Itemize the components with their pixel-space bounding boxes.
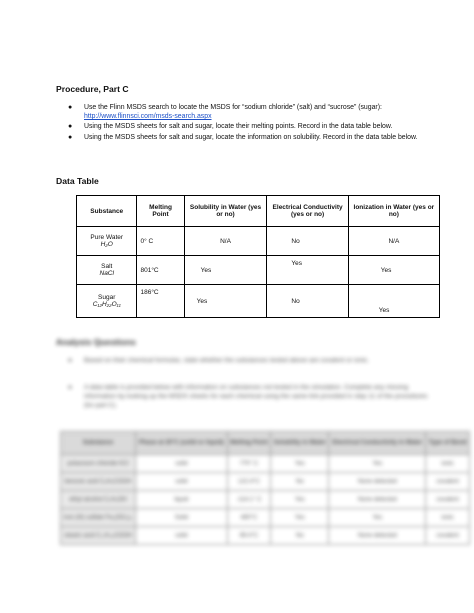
- procedure-bullet-text: Using the MSDS sheets for salt and sugar, locate their melting points. Record in the data table below.: [84, 123, 393, 131]
- table-row: [61, 455, 470, 473]
- table-cell: No: [271, 527, 329, 545]
- table-cell: No: [271, 473, 329, 491]
- analysis-bullet-text: Based on their chemical formulas, state whether the substances tested above are covalent or ionic.: [84, 357, 370, 364]
- table-cell: Yes: [271, 455, 329, 473]
- procedure-bullet: [62, 103, 432, 121]
- bullet-icon: ●: [68, 133, 73, 141]
- analysis-heading: Analysis Questions: [56, 337, 136, 347]
- table-cell: None detected: [329, 473, 426, 491]
- table-cell: covalent: [426, 473, 470, 491]
- melting-point-cell[interactable]: 0° C: [137, 227, 184, 256]
- table-cell: solid: [136, 473, 228, 491]
- table-cell: None detected: [329, 527, 426, 545]
- substance-name: Salt: [101, 263, 113, 270]
- analysis-bullet: [62, 356, 432, 365]
- table-row: [61, 527, 470, 545]
- bullet-icon: ●: [68, 104, 73, 111]
- procedure-bullet: [62, 133, 432, 142]
- solubility-cell[interactable]: Yes: [184, 285, 267, 318]
- header-cell: Type of Bond: [426, 432, 470, 455]
- melting-point-cell[interactable]: 801°C: [137, 256, 184, 285]
- table-cell: None detected: [329, 491, 426, 509]
- procedure-bullet-text: Using the MSDS sheets for salt and sugar, locate the information on solubility. Record in the data table below.: [84, 133, 418, 141]
- substance-formula: NaCl: [99, 270, 114, 277]
- table-row: [61, 509, 470, 527]
- header-cell: Solubility in Water: [271, 432, 329, 455]
- conductivity-cell[interactable]: No: [267, 285, 348, 318]
- table-row: [77, 256, 440, 285]
- header-cell: Substance: [61, 432, 136, 455]
- conductivity-cell[interactable]: Yes: [267, 256, 348, 285]
- bullet-icon: ●: [68, 123, 73, 131]
- analysis-bullet-text: A data table is provided below with information on substances not tested in the simulation. Complete any missing information by looking up the MSDS sheets for each chemical using the same link provided in step 11 of the procedures (for part C).: [84, 384, 428, 409]
- solubility-cell[interactable]: Yes: [184, 256, 267, 285]
- table-row: [77, 285, 440, 318]
- substance-cell: [77, 256, 137, 285]
- table-row: [61, 491, 470, 509]
- table-cell: -114.1° C: [227, 491, 271, 509]
- table-cell: 122.4°C: [227, 473, 271, 491]
- table-cell: 480°C: [227, 509, 271, 527]
- ionization-cell[interactable]: Yes: [348, 285, 439, 318]
- analysis-table-header-row: [61, 432, 470, 455]
- substance-name: Sugar: [98, 294, 116, 301]
- table-cell: potassium chloride KCl: [61, 455, 136, 473]
- substance-name: Pure Water: [90, 234, 124, 241]
- header-cell: Melting Point: [227, 432, 271, 455]
- procedure-bullet: [62, 122, 432, 131]
- data-table: [76, 195, 440, 318]
- table-row: [61, 473, 470, 491]
- header-cell: Substance: [77, 196, 137, 227]
- header-cell: Melting Point: [137, 196, 184, 227]
- table-cell: solid: [136, 455, 228, 473]
- analysis-bullet: [62, 383, 432, 410]
- bullet-icon: ●: [68, 384, 72, 391]
- table-cell: Solid: [136, 509, 228, 527]
- table-cell: ionic: [426, 455, 470, 473]
- table-cell: stearic acid C₁₇H₃₅COOH: [61, 527, 136, 545]
- table-cell: Yes: [271, 509, 329, 527]
- melting-point-cell[interactable]: 186°C: [137, 285, 184, 318]
- table-cell: Yes: [329, 455, 426, 473]
- ionization-cell[interactable]: N/A: [348, 227, 439, 256]
- substance-formula: H₂O: [100, 241, 113, 248]
- header-cell: Electrical Conductivity (yes or no): [267, 196, 348, 227]
- table-cell: solid: [136, 527, 228, 545]
- bullet-icon: ●: [68, 357, 72, 364]
- substance-cell: [77, 227, 137, 256]
- data-table-header-row: [77, 196, 440, 227]
- data-table-heading: Data Table: [56, 176, 99, 186]
- table-cell: liquid: [136, 491, 228, 509]
- table-cell: ionic: [426, 509, 470, 527]
- substance-formula: C₁₂H₂₂O₁₁: [92, 301, 121, 308]
- table-cell: ethyl alcohol C₂H₅OH: [61, 491, 136, 509]
- table-cell: 69.4°C: [227, 527, 271, 545]
- solubility-cell[interactable]: N/A: [184, 227, 267, 256]
- procedure-heading: Procedure, Part C: [56, 84, 129, 94]
- procedure-bullet-list: [62, 103, 432, 143]
- blurred-preview-section: [0, 330, 474, 613]
- ionization-cell[interactable]: Yes: [348, 256, 439, 285]
- header-cell: Solubility in Water (yes or no): [184, 196, 267, 227]
- header-cell: Ionization in Water (yes or no): [348, 196, 439, 227]
- header-cell: Phase at 20°C (solid or liquid): [136, 432, 228, 455]
- conductivity-cell[interactable]: No: [267, 227, 348, 256]
- header-cell: Electrical Conductivity in Water: [329, 432, 426, 455]
- substance-cell: [77, 285, 137, 318]
- analysis-table: [60, 431, 470, 545]
- table-cell: iron (III) sulfate Fe₂(SO₄)₃: [61, 509, 136, 527]
- analysis-bullet-list: [62, 356, 432, 428]
- msds-search-link[interactable]: http://www.flinnsci.com/msds-search.aspx: [84, 113, 212, 121]
- table-cell: Yes: [329, 509, 426, 527]
- procedure-bullet-text: Use the Flinn MSDS search to locate the MSDS for “sodium chloride” (salt) and “sucrose” (sugar):: [84, 104, 382, 111]
- table-cell: 770° C: [227, 455, 271, 473]
- table-cell: covalent: [426, 527, 470, 545]
- table-cell: benzoic acid C₆H₅COOH: [61, 473, 136, 491]
- table-cell: Yes: [271, 491, 329, 509]
- table-row: [77, 227, 440, 256]
- table-cell: covalent: [426, 491, 470, 509]
